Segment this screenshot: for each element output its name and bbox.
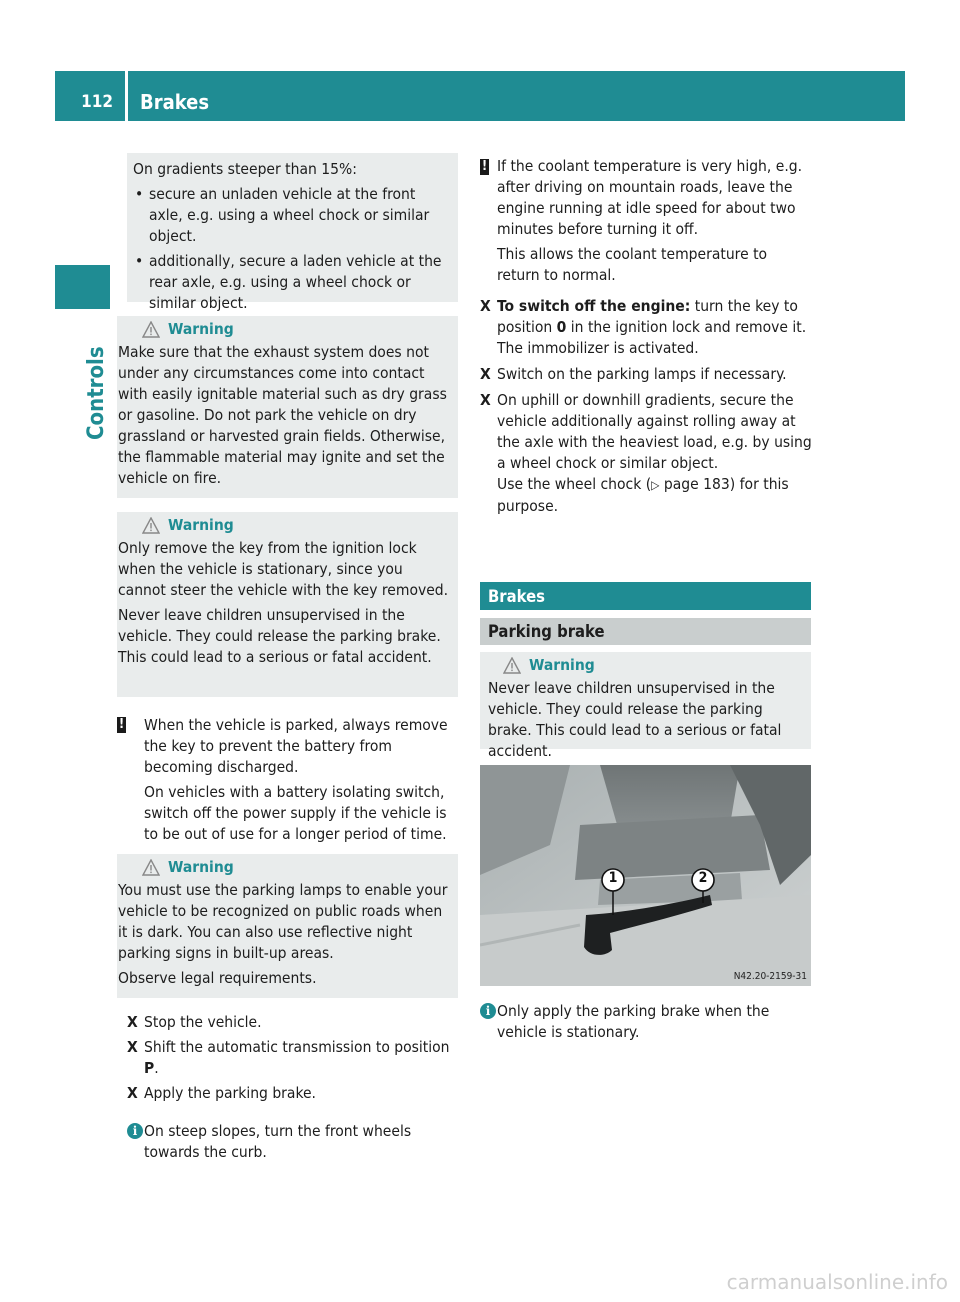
warning-exhaust-box xyxy=(117,316,458,498)
warning-lamps-box xyxy=(117,854,458,998)
warning-triangle-icon xyxy=(142,859,160,876)
section-bar-brakes xyxy=(480,582,811,610)
gradient-box xyxy=(127,153,458,312)
right-steps xyxy=(480,296,812,517)
info-stationary xyxy=(480,1001,811,1043)
subsection-title: Parking brake xyxy=(488,622,605,641)
step-x-icon: X xyxy=(127,1013,138,1031)
note-coolant-text-2: This allows the coolant temperature to return to normal. xyxy=(497,245,768,284)
warning-key-text-2: Never leave children unsupervised in the vehicle. They could release the parking brake. This could lead to a serious or fatal accident. xyxy=(118,606,441,666)
step-x-icon: X xyxy=(480,365,491,383)
info-steep-text: On steep slopes, turn the front wheels towards the curb. xyxy=(144,1122,412,1161)
warning-heading: Warning xyxy=(118,516,452,534)
header-bar xyxy=(128,71,905,121)
caution-icon: ! xyxy=(481,159,488,174)
callout-1: 1 xyxy=(608,870,618,886)
callout-2: 2 xyxy=(698,870,708,886)
info-stationary-text: Only apply the parking brake when the vehicle is stationary. xyxy=(497,1002,770,1041)
step-parking-lamps: X Switch on the parking lamps if necessary. xyxy=(480,365,787,383)
warning-exhaust-text: Make sure that the exhaust system does not under any circumstances come into contact with easily ignitable material such as dry grass or gasoline. Do not park the vehicle on dry grassland or harvested grain fields. Otherwise, the flammable material may ignite and set the vehicle on fire. xyxy=(118,343,447,487)
warning-triangle-icon xyxy=(503,657,521,674)
subsection-bar-parking-brake xyxy=(480,618,811,645)
warning-heading: Warning xyxy=(488,656,807,674)
note-battery-text-1: When the vehicle is parked, always remove the key to prevent the battery from becoming discharged. xyxy=(144,716,448,776)
side-tab-text: Controls xyxy=(84,346,109,440)
step-shift: X Shift the automatic transmission to position P. xyxy=(127,1038,450,1077)
info-steep xyxy=(127,1121,458,1163)
gradient-bullet-2: • additionally, secure a laden vehicle at the rear axle, e.g. using a wheel chock or similar object. xyxy=(133,251,452,314)
side-tab-marker xyxy=(55,265,110,309)
step-x-icon: X xyxy=(127,1084,138,1102)
gradient-bullet-1: • secure an unladen vehicle at the front axle, e.g. using a wheel chock or similar object. xyxy=(133,184,452,247)
step-stop: X Stop the vehicle. xyxy=(127,1013,262,1031)
warning-heading: Warning xyxy=(118,320,450,338)
warning-lamps-text-1: You must use the parking lamps to enable your vehicle to be recognized on public roads when it is dark. You can also use reflective night parking signs in built-up areas. xyxy=(118,881,448,962)
caution-icon: ! xyxy=(118,717,125,732)
step-x-icon: X xyxy=(480,297,491,315)
step-secure-gradients: X On uphill or downhill gradients, secure the vehicle additionally against rolling away at the axle with the heaviest load, e.g. by using a wheel chock or similar object. Use the wheel chock (▷ page 183) for this purpose. xyxy=(480,391,812,515)
left-steps xyxy=(127,1012,458,1104)
warning-heading: Warning xyxy=(118,858,452,876)
warning-key-box xyxy=(117,512,458,697)
figure-code: N42.20-2159-31 xyxy=(733,971,807,982)
note-battery-text-2: On vehicles with a battery isolating switch, switch off the power supply if the vehicle is to be out of use for a longer period of time. xyxy=(144,783,447,843)
warning-children-text: Never leave children unsupervised in the vehicle. They could release the parking brake. This could lead to a serious or fatal accident. xyxy=(488,679,782,760)
warning-key-text-1: Only remove the key from the ignition lock when the vehicle is stationary, since you cannot steer the vehicle with the key removed. xyxy=(118,539,449,599)
side-tab-label xyxy=(70,310,110,450)
step-switch-off-engine: X To switch off the engine: turn the key to position 0 in the ignition lock and remove it. The immobilizer is activated. xyxy=(480,296,812,359)
step-result-immobilizer: The immobilizer is activated. xyxy=(497,339,699,357)
note-coolant xyxy=(480,156,812,286)
info-icon: i xyxy=(480,1003,496,1019)
gradient-intro: On gradients steeper than 15%: xyxy=(133,160,357,178)
reference-arrow-icon: ▷ xyxy=(651,478,660,492)
page-number: 112 xyxy=(81,92,113,112)
note-coolant-text-1: If the coolant temperature is very high, e.g. after driving on mountain roads, leave the engine running at idle speed for about two minutes before turning it off. xyxy=(497,157,803,238)
warning-triangle-icon xyxy=(142,517,160,534)
page-number-box xyxy=(55,71,125,121)
warning-triangle-icon xyxy=(142,321,160,338)
watermark: carmanualsonline.info xyxy=(726,1270,948,1294)
info-icon: i xyxy=(127,1123,143,1139)
parking-brake-illustration xyxy=(480,765,811,986)
parking-brake-photo xyxy=(480,765,811,986)
page-title: Brakes xyxy=(140,90,210,114)
warning-children-box xyxy=(480,652,811,760)
section-title: Brakes xyxy=(488,587,545,606)
warning-lamps-text-2: Observe legal requirements. xyxy=(118,969,317,987)
page-reference[interactable]: Use the wheel chock (▷ page 183) for this purpose. xyxy=(497,475,789,515)
note-battery xyxy=(117,715,462,845)
step-x-icon: X xyxy=(480,391,491,409)
step-apply-brake: X Apply the parking brake. xyxy=(127,1084,316,1102)
step-x-icon: X xyxy=(127,1038,138,1056)
